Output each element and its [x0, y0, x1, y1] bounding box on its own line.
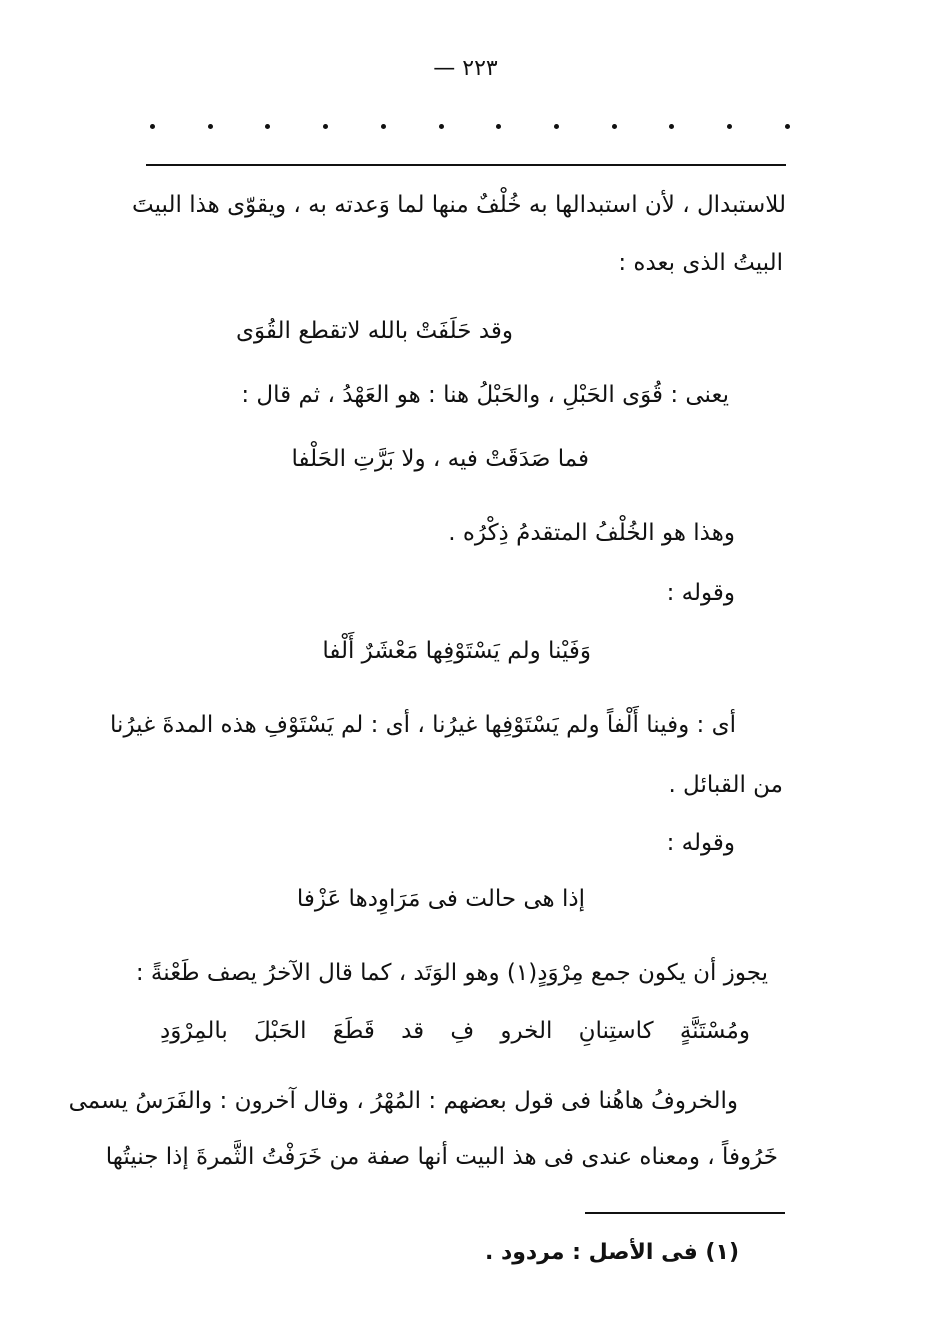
separator-dot: [323, 124, 328, 129]
footnote: (١) فى الأصل : مردود .: [484, 1240, 739, 1265]
top-divider: [146, 164, 786, 166]
separator-dot: [381, 124, 386, 129]
separator-dot: [612, 124, 617, 129]
separator-dot: [439, 124, 444, 129]
verse-line-3: وَفَيْنا ولم يَسْتَوْفِها مَعْشَرٌ أَلْفا: [322, 638, 591, 664]
text-line-9: يجوز أن يكون جمع مِرْوَدٍ(١) وهو الوَتَد ، كما قال الآخرُ يصف طَعْنةً :: [135, 960, 768, 986]
verse-line-2: فما صَدَقَتْ فيه ، ولا بَرَّتِ الحَلْفا: [291, 446, 589, 472]
verse-line-1: وقد حَلَفَتْ بالله لاتقطع القُوَى: [235, 318, 513, 344]
footnote-divider: [585, 1212, 785, 1214]
separator-dot: [265, 124, 270, 129]
text-line-1: للاستبدال ، لأن استبدالها به خُلْفٌ منها لما وَعدته به ، ويقوّى هذا البيتَ: [132, 192, 786, 218]
text-line-8: وقوله :: [666, 830, 735, 856]
dot-separator: [150, 124, 790, 129]
verse-line-5: ومُسْتَنَّةٍ كاستِنانِ الخرو فِ قد قَطَعَ الحَبْلَ بالمِرْوَدِ: [160, 1018, 750, 1044]
separator-dot: [496, 124, 501, 129]
text-line-6: أى : وفينا أَلْفاً ولم يَسْتَوْفِها غيرُنا ، أى : لم يَسْتَوْفِ هذه المدةَ غيرُنا: [110, 712, 736, 738]
text-line-4: وهذا هو الخُلْفُ المتقدمُ ذِكْرُه .: [448, 520, 735, 546]
text-line-5: وقوله :: [666, 580, 735, 606]
separator-dot: [208, 124, 213, 129]
text-line-7: من القبائل .: [668, 772, 783, 798]
verse-line-4: إذا هى حالت فى مَرَاوِدها عَزْفا: [296, 886, 585, 912]
text-line-11: خَرُوفاً ، ومعناه عندى فى هذ البيت أنها صفة من خَرَفْتُ الثَّمرةَ إذا جنيتُها: [105, 1144, 778, 1170]
text-line-2: البيتُ الذى بعده :: [618, 250, 783, 276]
text-line-10: والخروفُ هاهُنا فى قول بعضهم : المُهْرُ ، وقال آخرون : والفَرَسُ يسمى: [68, 1088, 738, 1114]
page-number: — ٢٢٣: [433, 56, 498, 81]
text-line-3: يعنى : قُوَى الحَبْلِ ، والحَبْلُ هنا : هو العَهْدُ ، ثم قال :: [241, 382, 729, 408]
separator-dot: [727, 124, 732, 129]
separator-dot: [785, 124, 790, 129]
separator-dot: [150, 124, 155, 129]
separator-dot: [554, 124, 559, 129]
separator-dot: [669, 124, 674, 129]
